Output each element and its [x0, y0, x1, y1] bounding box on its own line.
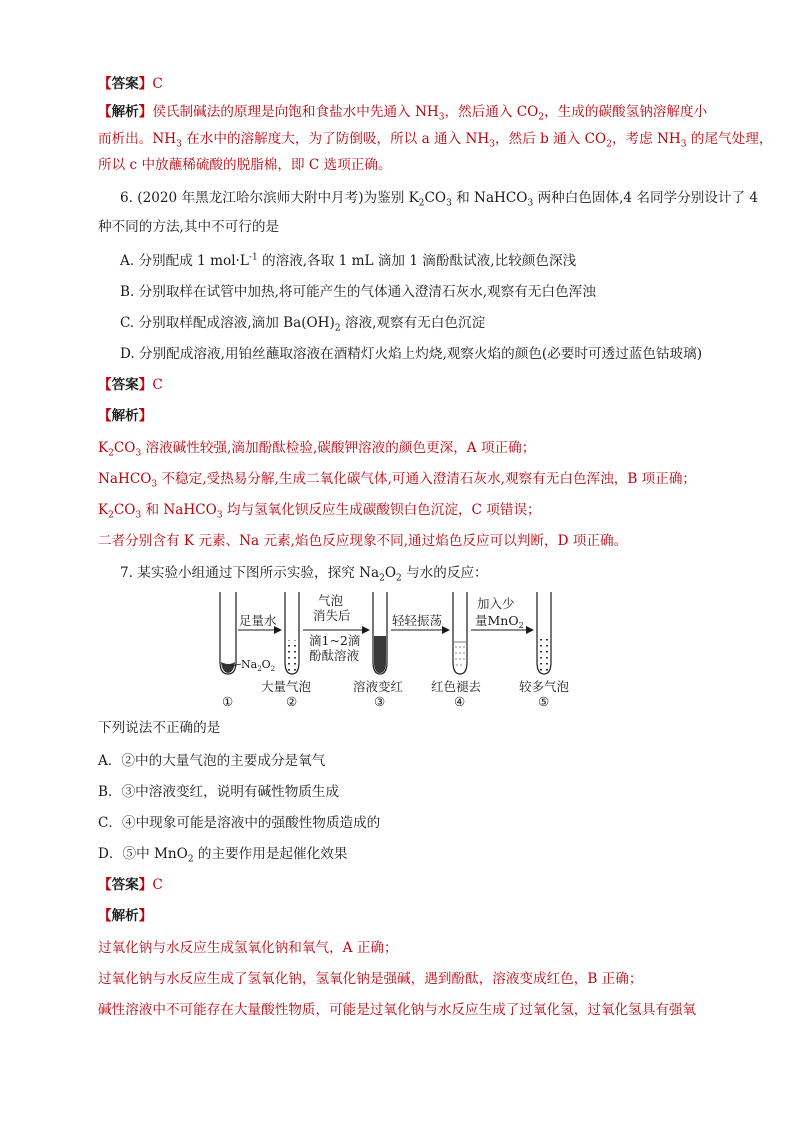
step-label: 气泡	[318, 593, 344, 608]
analysis-line: 碱性溶液中不可能存在大量酸性物质，可能是过氧化钠与水反应生成了过氧化氢，过氧化氢具有强氧	[98, 1002, 697, 1018]
option-b: B. 分别取样在试管中加热,将可能产生的气体通入澄清石灰水,观察有无白色浑浊	[120, 284, 596, 300]
reagent-label	[231, 658, 275, 673]
caption-4: 红色褪去	[431, 679, 482, 694]
tube-number-1: ①	[222, 694, 234, 708]
option-a: A. 分别配成 1 $mol\cdot L^{-1}$ 的溶液,各取 1 mL 滴加 1 滴酚酞试液,比较颜色深浅	[120, 252, 577, 269]
answer-tag: 【答案】C	[98, 76, 163, 92]
caption-2: 大量气泡	[261, 679, 312, 694]
answer-tag: 【答案】C	[98, 377, 163, 393]
tube-number-2: ②	[286, 694, 298, 708]
analysis-line: 所以 c 中放蘸稀硫酸的脱脂棉，即 C 选项正确。	[98, 157, 392, 173]
question-stem: 7. 某实验小组通过下图所示实验，探究 $Na_2O_2$ 与水的反应：	[120, 565, 488, 584]
test-tube-2	[285, 592, 299, 674]
option-d: D．⑤中 MnO$_2$ 的主要作用是起催化效果	[98, 846, 348, 865]
analysis-line: 过氧化钠与水反应生成氢氧化钠和氧气，A 正确；	[98, 940, 398, 956]
option-c: C．④中现象可能是溶液中的强酸性物质造成的	[98, 815, 381, 831]
question-stem: 种不同的方法,其中不可行的是	[98, 219, 280, 235]
analysis-line: 二者分别含有 K 元素、Na 元素,焰色反应现象不同,通过焰色反应可以判断，D 项正确。	[98, 533, 628, 549]
analysis-tag: 【解析】	[98, 408, 153, 424]
analysis-line: 【解析】侯氏制碱法的原理是向饱和食盐水中先通入 $NH_3$，然后通入 $CO_2$，生成的碳酸氢钠溶解度小	[98, 104, 708, 123]
test-tube-1	[220, 592, 236, 674]
test-tube-3	[373, 592, 387, 674]
step-label: 消失后	[313, 608, 351, 623]
caption-5: 较多气泡	[519, 679, 570, 694]
step-label: 滴1~2滴	[309, 633, 361, 648]
na2o2-solid	[221, 662, 235, 673]
analysis-line: 而析出。$NH_3$ 在水中的溶解度大，为了防倒吸，所以 a 通入 $NH_3$，然后 b 通入 $CO_2$，考虑 $NH_3$ 的尾气处理，	[98, 131, 773, 150]
step-label: 轻轻振荡	[392, 613, 443, 628]
analysis-line: 过氧化钠与水反应生成了氢氧化钠，氢氧化钠是强碱，遇到酚酞，溶液变成红色，B 正确；	[98, 971, 643, 987]
question-stem: 下列说法不正确的是	[98, 720, 221, 736]
question-stem: 6. (2020 年黑龙江哈尔滨师大附中月考)为鉴别 $K_2CO_3$ 和 NaHCO$_3$ 两种白色固体,4 名同学分别设计了 4	[120, 190, 759, 209]
tube-number-5: ⑤	[538, 694, 550, 708]
step-label: 量MnO$_2$	[475, 613, 524, 630]
test-tube-5	[537, 592, 551, 674]
option-d: D. 分别配成溶液,用铂丝蘸取溶液在酒精灯火焰上灼烧,观察火焰的颜色(必要时可透过蓝色钴玻璃)	[120, 346, 703, 362]
step-label: 酚酞溶液	[309, 648, 360, 663]
svg-text:Na2O2: $Na_2O_2$	[241, 658, 276, 673]
analysis-line: NaHCO$_3$ 不稳定,受热易分解,生成二氧化碳气体,可通入澄清石灰水,观察有无白色浑浊，B 项正确；	[98, 471, 697, 490]
step-label: 足量水	[239, 613, 277, 628]
analysis-tag: 【解析】	[98, 908, 153, 924]
option-a: A．②中的大量气泡的主要成分是氧气	[98, 753, 326, 769]
answer-tag: 【答案】C	[98, 877, 163, 893]
caption-3: 溶液变红	[353, 679, 404, 694]
option-c: C. 分别取样配成溶液,滴加 $Ba(OH)_2$ 溶液,观察有无白色沉淀	[120, 315, 486, 334]
test-tube-4	[453, 592, 467, 674]
analysis-line: $K_2CO_3$ 和 NaHCO$_3$ 均与氢氧化钡反应生成碳酸钡白色沉淀，C 项错误；	[98, 502, 541, 521]
tube-number-4: ④	[454, 694, 466, 708]
experiment-diagram	[215, 590, 585, 708]
step-label: 加入少	[477, 596, 515, 611]
analysis-line: $K_2CO_3$ 溶液碱性较强,滴加酚酞检验,碳酸钾溶液的颜色更深，A 项正确；	[98, 440, 536, 459]
tube-number-3: ③	[374, 694, 386, 708]
option-b: B．③中溶液变红，说明有碱性物质生成	[98, 784, 340, 800]
